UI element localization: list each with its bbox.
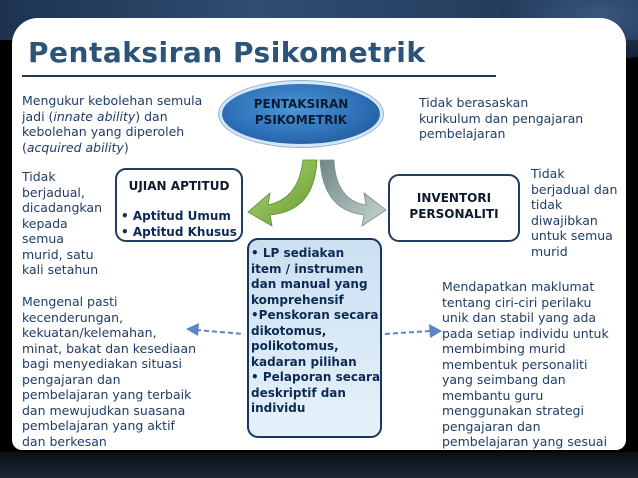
curriculum-line: kurikulum dan pengajaran [419, 110, 584, 126]
schedule-line: berjadual dan [531, 181, 618, 197]
purpose-line: pada setiap individu untuk [442, 325, 609, 341]
procedure-line: dan manual yang [251, 277, 368, 291]
schedule-line: kepada [22, 215, 68, 231]
procedure-line: dikotomus, [251, 323, 327, 338]
procedure-line: • Pelaporan secara [251, 370, 381, 384]
dashed-arrow-left [186, 323, 244, 336]
schedule-line: untuk semua [531, 228, 613, 243]
inventori-line: PERSONALITI [409, 207, 499, 221]
purpose-line: yang seimbang dan [442, 372, 566, 387]
purpose-line: pembelajaran yang aktif [22, 418, 175, 433]
purpose-line: pembelajaran yang terbaik [22, 387, 192, 402]
schedule-line: murid, satu [22, 246, 94, 262]
ability-term: acquired ability [26, 139, 124, 155]
purpose-line: unik dan stabil yang ada [442, 310, 597, 325]
purpose-line: membantu guru [442, 387, 544, 403]
schedule-line: kali setahun [22, 262, 99, 277]
schedule-line: Tidak [531, 166, 565, 181]
schedule-line: diwajibkan [531, 212, 598, 228]
ujian-aptitud-heading: UJIAN APTITUD [128, 179, 230, 193]
purpose-line: minat, bakat dan kesediaan [22, 340, 197, 356]
purpose-line: membimbing murid [442, 341, 566, 356]
ability-term: innate ability [53, 108, 136, 124]
inventori-line: INVENTORI [416, 191, 492, 205]
purpose-line: dan mewujudkan suasana [22, 402, 186, 418]
oval-line: PENTAKSIRAN [253, 97, 349, 111]
curriculum-line: pembelajaran [419, 126, 506, 141]
ability-line: jadi (innate ability) dan [22, 108, 168, 124]
procedure-line: komprehensif [251, 292, 344, 307]
schedule-line: murid [531, 243, 568, 259]
purpose-line: menggunakan strategi [442, 403, 584, 418]
purpose-line: pengajaran dan [22, 371, 121, 387]
schedule-line: berjadual, [22, 184, 85, 200]
arrow-to-inventori [320, 160, 386, 226]
purpose-line: pembelajaran yang sesuai [442, 434, 608, 449]
schedule-line: semua [22, 231, 64, 246]
aptitud-item: • Aptitud Khusus [121, 225, 237, 239]
procedure-line: deskriptif dan [251, 385, 346, 400]
purpose-line: dan berkesan [22, 433, 107, 449]
aptitud-item: • Aptitud Umum [121, 209, 231, 223]
purpose-line: pengajaran dan [442, 418, 541, 434]
purpose-line: kecenderungan, [22, 309, 124, 325]
schedule-line: tidak [531, 197, 563, 212]
procedure-line: • LP sediakan [251, 246, 345, 260]
purpose-line: Mengenal pasti [22, 294, 118, 309]
schedule-line: Tidak [22, 169, 56, 184]
purpose-line: membentuk personaliti [442, 356, 588, 372]
oval-line: PSIKOMETRIK [254, 113, 348, 127]
procedure-line: kadaran pilihan [251, 354, 357, 369]
procedure-line: item / instrumen [251, 261, 364, 276]
ability-line: kebolehan yang diperoleh [22, 124, 185, 139]
ability-line: Mengukur kebolehan semula [22, 93, 203, 108]
dashed-arrow-right [385, 324, 442, 338]
schedule-line: dicadangkan [22, 200, 102, 215]
page-title: Pentaksiran Psikometrik [28, 36, 426, 69]
purpose-line: bagi menyediakan situasi [22, 356, 182, 371]
purpose-line: tentang ciri-ciri perilaku [442, 294, 592, 310]
ability-line: (acquired ability) [22, 139, 129, 155]
procedure-line: individu [251, 401, 306, 415]
procedure-line: polikotomus, [251, 339, 339, 353]
purpose-line: Mendapatkan maklumat [442, 279, 595, 294]
purpose-line: kekuatan/kelemahan, [22, 325, 157, 340]
procedure-line: •Penskoran secara [251, 308, 379, 322]
curriculum-line: Tidak berasaskan [419, 95, 529, 110]
arrow-to-aptitud [248, 160, 317, 226]
